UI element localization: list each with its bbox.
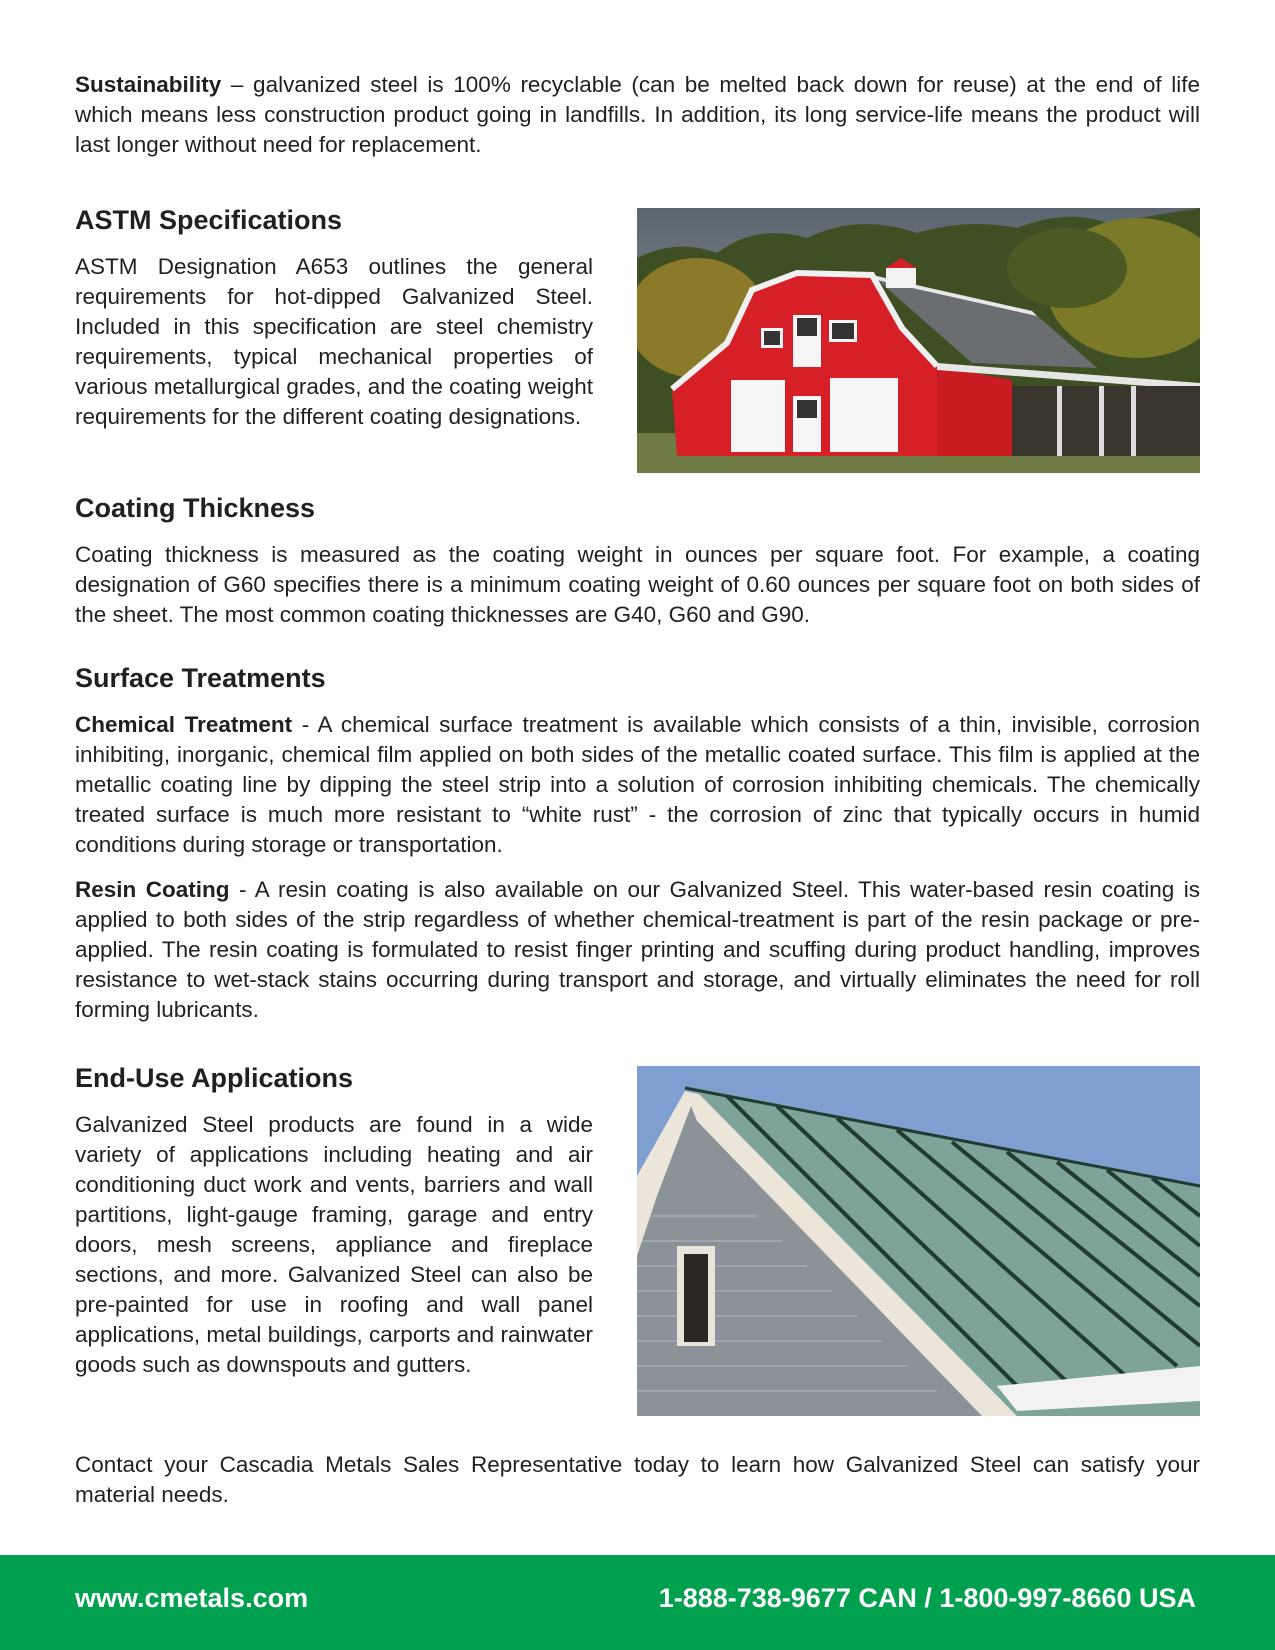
- phone-numbers: 1-888-738-9677 CAN / 1-800-997-8660 USA: [658, 1583, 1196, 1613]
- sustainability-paragraph: [75, 70, 1200, 160]
- chemical-treatment-text: - A chemical surface treatment is available which consists of a thin, invisible, corrosion inhibiting, inorganic, chemical film applied on both sides of the metallic coated surface. This film is applied at the metallic coating line by dipping the steel strip into a solution of corrosion inhibiting chemicals. The chemically treated surface is much more resistant to “white rust” - the corrosion of zinc that typically occurs in humid conditions during storage or transportation.: [75, 712, 1201, 857]
- resin-coating-label: Resin Coating: [75, 877, 230, 902]
- enduse-heading: End-Use Applications: [75, 1063, 354, 1093]
- barn-image: [637, 208, 1200, 473]
- footer-bar: [0, 1555, 1275, 1650]
- enduse-paragraph: Galvanized Steel products are found in a wide variety of applications including heating and air conditioning duct work and vents, barriers and wall partitions, light-gauge framing, garage and entry doors, mesh screens, appliance and fireplace sections, and more. Galvanized Steel can also be pre-painted for use in roofing and wall panel applications, metal buildings, carports and rainwater goods such as downspouts and gutters.: [75, 1112, 593, 1377]
- coating-paragraph: Coating thickness is measured as the coating weight in ounces per square foot. For example, a coating designation of G60 specifies there is a minimum coating weight of 0.60 ounces per square foot on both sides of the sheet. The most common coating thicknesses are G40, G60 and G90.: [75, 542, 1200, 627]
- roof-image: [637, 1066, 1200, 1416]
- contact-paragraph: Contact your Cascadia Metals Sales Representative today to learn how Galvanized Steel can satisfy your material needs.: [75, 1452, 1200, 1507]
- chemical-treatment-paragraph: [75, 710, 1200, 860]
- sustainability-label: Sustainability: [75, 72, 222, 97]
- astm-paragraph: ASTM Designation A653 outlines the general requirements for hot-dipped Galvanized Steel. Included in this specification are steel chemistry requirements, typical mechanical properties of various metallurgical grades, and the coating weight requirements for the different coating designations.: [75, 254, 593, 429]
- astm-heading: ASTM Specifications: [75, 205, 343, 235]
- resin-coating-text: - A resin coating is also available on our Galvanized Steel. This water-based resin coating is applied to both sides of the strip regardless of whether chemical-treatment is part of the resin package or pre-applied. The resin coating is formulated to resist finger printing and scuffing during product handling, improves resistance to wet-stack stains occurring during transport and storage, and virtually eliminates the need for roll forming lubricants.: [75, 877, 1200, 1022]
- chemical-treatment-label: Chemical Treatment: [75, 712, 293, 737]
- sustainability-text: – galvanized steel is 100% recyclable (can be melted back down for reuse) at the end of life which means less construction product going in landfills. In addition, its long service-life means the product will last longer without need for replacement.: [75, 72, 1200, 157]
- website-link[interactable]: www.cmetals.com: [75, 1583, 309, 1613]
- coating-heading: Coating Thickness: [75, 493, 316, 523]
- resin-coating-paragraph: [75, 875, 1200, 1025]
- surface-heading: Surface Treatments: [75, 663, 326, 693]
